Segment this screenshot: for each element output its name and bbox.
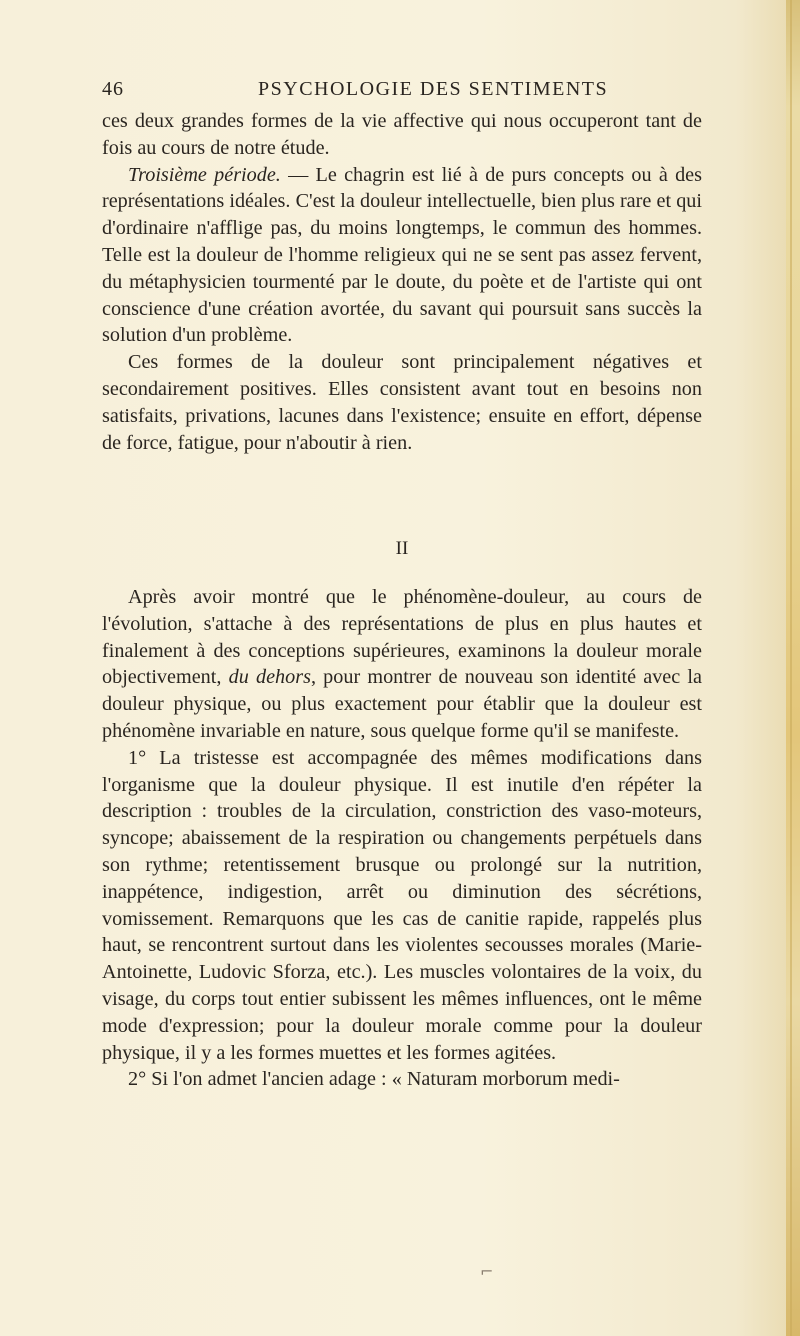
- third-period-label: Troisième période.: [128, 163, 281, 186]
- running-header: [102, 78, 702, 108]
- page-number: 46: [102, 78, 124, 100]
- section-heading: II: [395, 538, 409, 559]
- paragraph-forms: Ces formes de la douleur sont principalement négatives et secondairement positives. Elles consistent avant tout en besoins non satisfaits, privations, lacunes dans l'existence; ensuite en effort, dépense de force, fatigue, pour n'aboutir à rien.: [102, 351, 702, 454]
- paragraph-point-one: 1° La tristesse est accompagnée des mêmes modifications dans l'organisme que la douleur physique. Il est inutile d'en répéter la description : troubles de la circulation, constriction des vaso-moteurs, syncope; abaissement de la respiration ou changements perpétuels dans son rythme; retentissement brusque ou prolongé sur la nutrition, inappétence, indigestion, arrêt ou diminution des sécrétions, vomissement. Remarquons que les cas de canitie rapide, rappelés plus haut, se rencontrent surtout dans les violentes secousses morales (Marie-Antoinette, Ludovic Sforza, etc.). Les muscles volontaires de la voix, du visage, du corps tout entier subissent les mêmes influences, ont le même mode d'expression; pour la douleur morale comme pour la douleur physique, il y a les formes muettes et les formes agitées.: [102, 746, 702, 1064]
- paragraph-third-period: [102, 162, 702, 350]
- section-one-text: [102, 108, 702, 456]
- page-edge-line: [790, 0, 792, 1336]
- stray-mark: ⌐: [480, 1262, 494, 1281]
- intro-emphasis: du dehors: [228, 666, 311, 689]
- intro-after: , pour montrer de nouveau son identité avec la douleur physique, ou plus exactement pour établir que la douleur est phénomène invariable en nature, sous quelque forme qu'il se manifeste.: [102, 666, 702, 742]
- paragraph-point-two: 2° Si l'on admet l'ancien adage : « Naturam morborum medi-: [128, 1068, 620, 1091]
- intro-before: Après avoir montré que le phénomène-douleur, au cours de l'évolution, s'attache à des représentations de plus en plus hautes et finalement à des conceptions supérieures, examinons la douleur morale objectivement,: [102, 586, 702, 689]
- section-two-text: [102, 584, 702, 1093]
- running-title: PSYCHOLOGIE DES SENTIMENTS: [258, 78, 609, 100]
- third-period-body: — Le chagrin est lié à de purs concepts ou à des représentations idéales. C'est la douleur intellectuelle, bien plus rare et qui d'ordinaire n'afflige pas, du moins longtemps, le commun des hommes. Telle est la douleur de l'homme religieux qui ne se sent pas assez fervent, du métaphysicien tourmenté par le doute, du poète et de l'artiste qui ont conscience d'une création avortée, du savant qui poursuit sans succès la solution d'un problème.: [102, 163, 702, 347]
- page-edge: [786, 0, 800, 1336]
- paragraph-intro: [102, 584, 702, 745]
- paragraph-continuation: ces deux grandes formes de la vie affective qui nous occuperont tant de fois au cours de notre étude.: [102, 110, 702, 159]
